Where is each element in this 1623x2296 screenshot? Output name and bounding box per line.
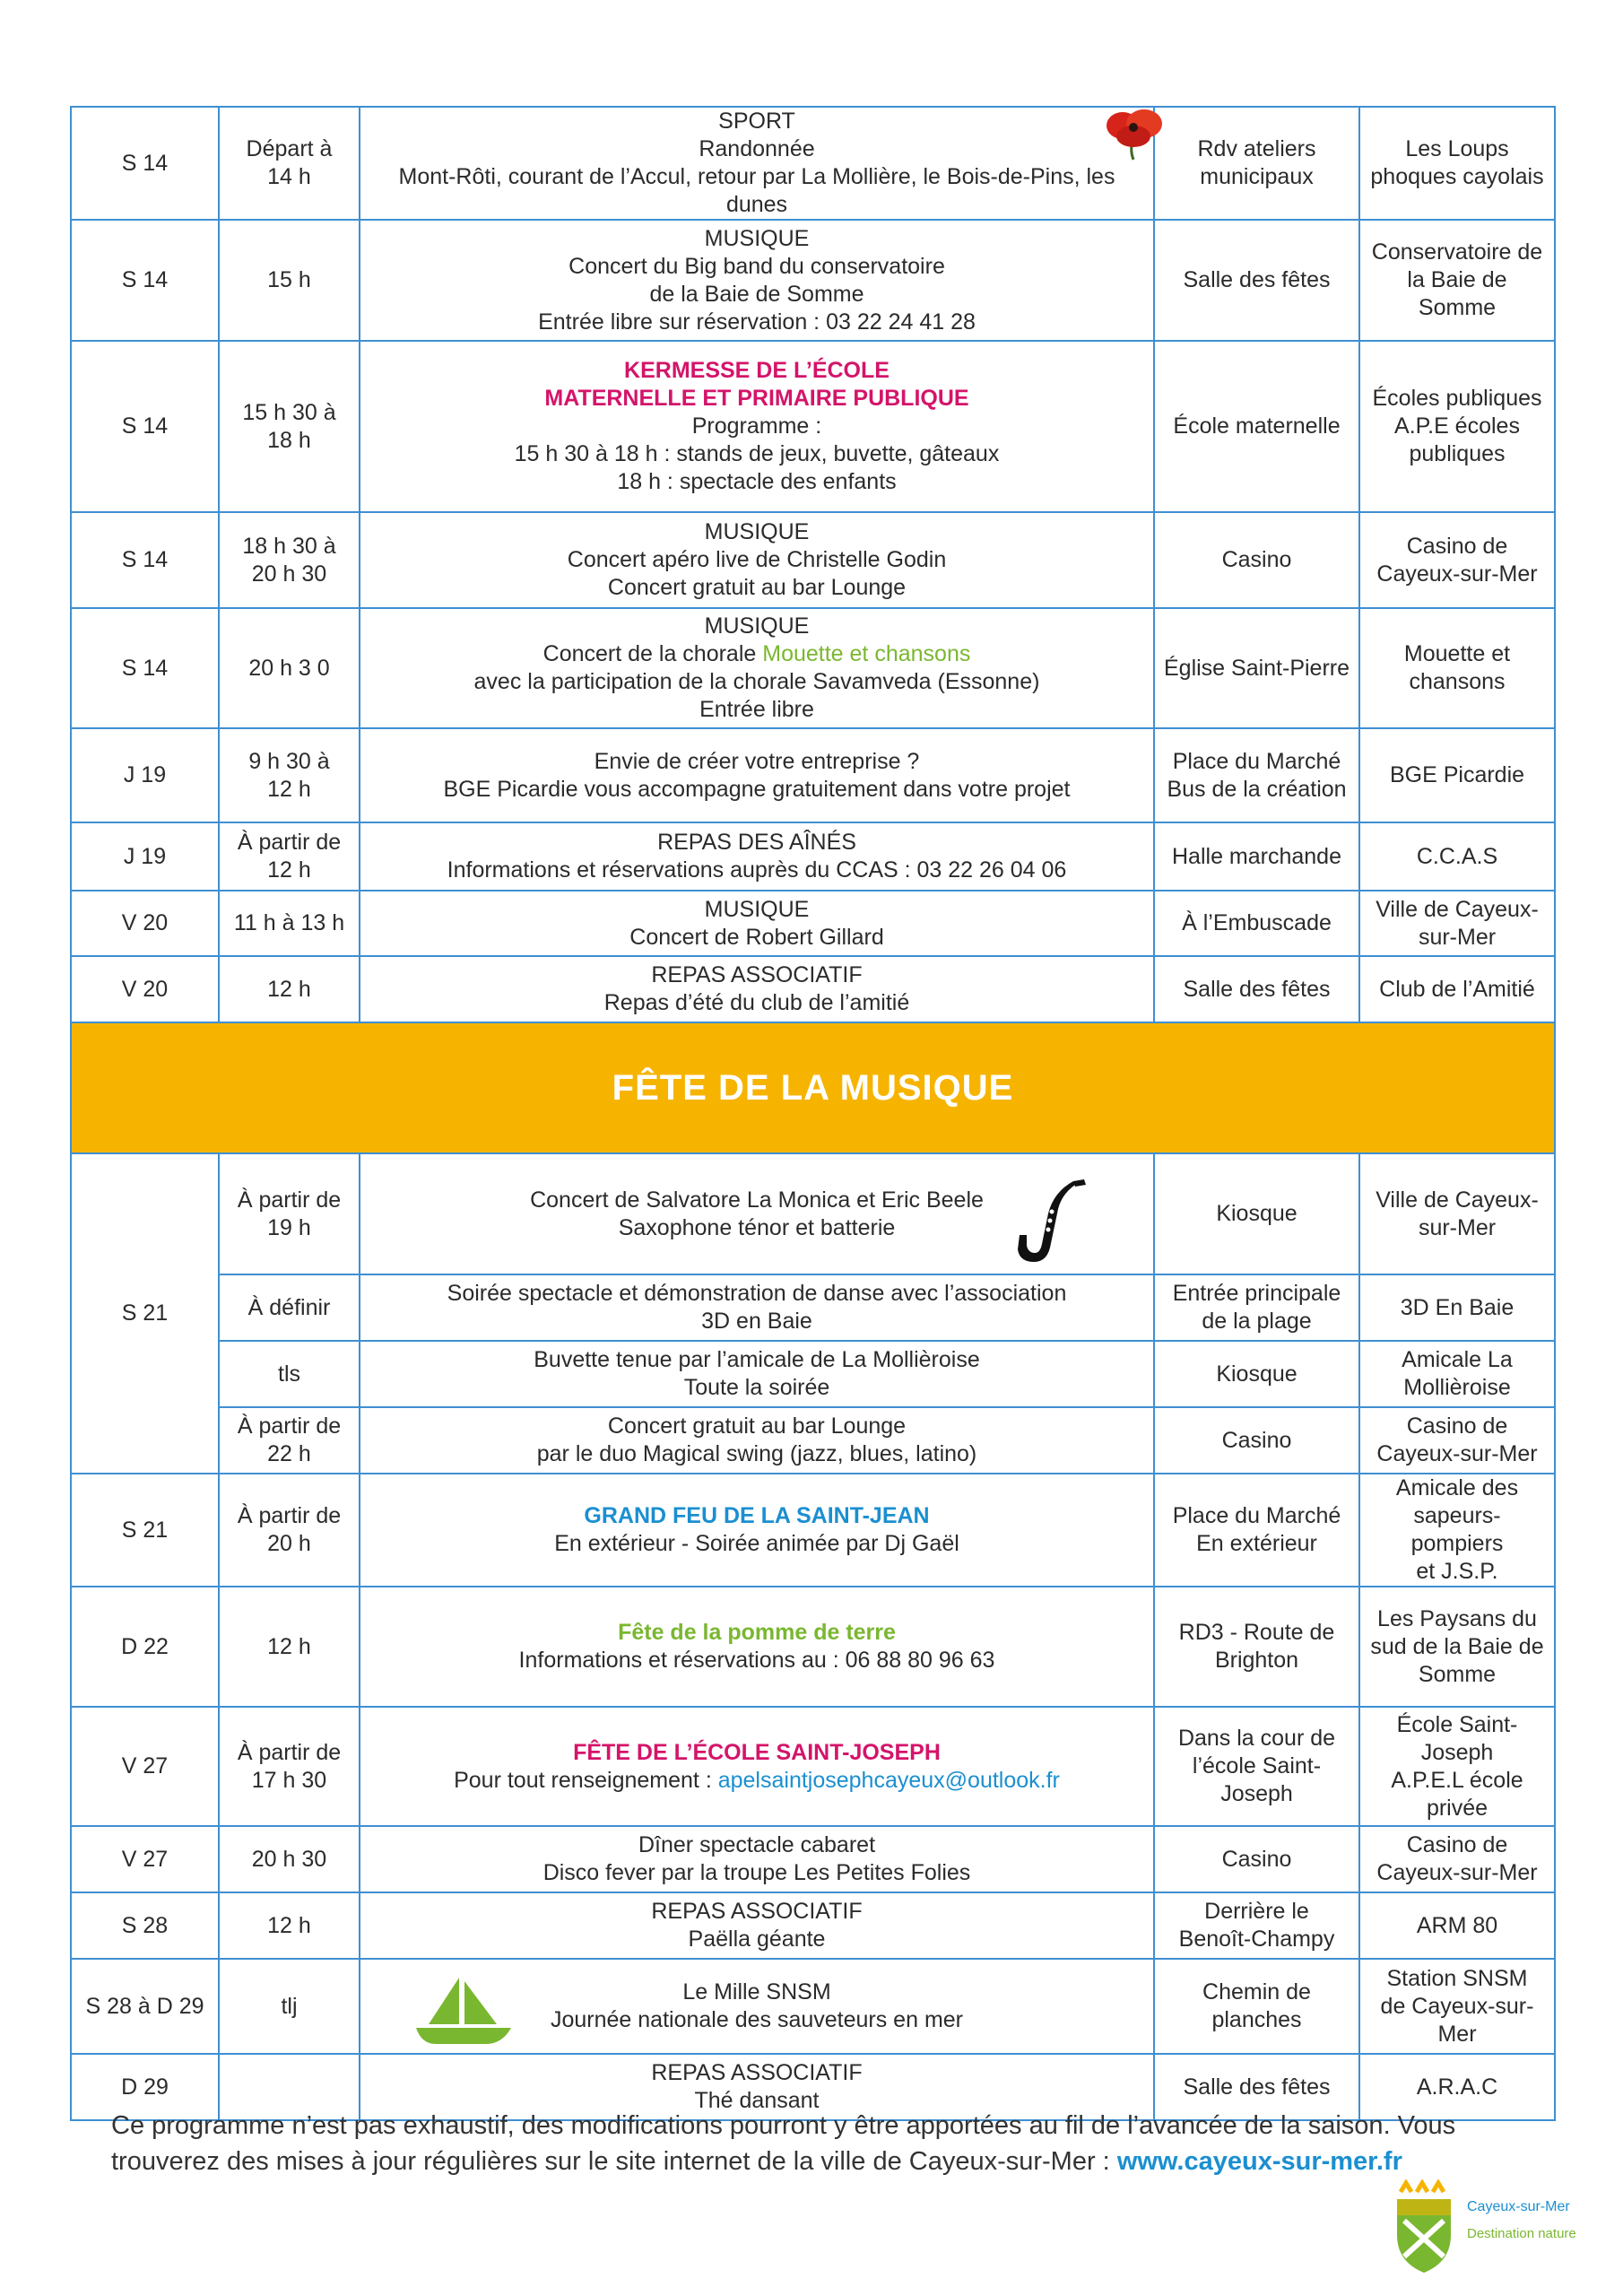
- organizer-cell: École Saint-Joseph A.P.E.L école privée: [1359, 1707, 1555, 1826]
- place-cell: Place du Marché Bus de la création: [1154, 728, 1359, 822]
- organizer-cell: Mouette et chansons: [1359, 608, 1555, 728]
- place-cell: Rdv ateliers municipaux: [1154, 107, 1359, 220]
- time-cell: 12 h: [219, 1587, 360, 1707]
- time-cell: 18 h 30 à 20 h 30: [219, 512, 360, 608]
- organizer-cell: Station SNSM de Cayeux-sur- Mer: [1359, 1959, 1555, 2054]
- day-cell: S 21: [71, 1474, 219, 1587]
- organizer-cell: A.R.A.C: [1359, 2054, 1555, 2120]
- description-cell: KERMESSE DE L’ÉCOLE MATERNELLE ET PRIMAIRE PUBLIQUE Programme : 15 h 30 à 18 h : stands de jeux, buvette, gâteaux 18 h : spectacle des enfants: [360, 341, 1154, 512]
- table-row: [71, 1959, 1555, 2054]
- day-cell: V 20: [71, 891, 219, 956]
- description-cell: Le Mille SNSM Journée nationale des sauveteurs en mer: [360, 1959, 1154, 2054]
- website-link[interactable]: www.cayeux-sur-mer.fr: [1116, 2147, 1402, 2176]
- description-cell: Dîner spectacle cabaret Disco fever par la troupe Les Petites Folies: [360, 1826, 1154, 1892]
- time-cell: Départ à 14 h: [219, 107, 360, 220]
- event-schedule-table: [70, 106, 1556, 2121]
- footer-text: Ce programme n’est pas exhaustif, des modifications pourront y être apportées au fil de l’avancée de la saison. Vous trouverez des mises à jour régulières sur le site internet de la ville de Cayeux-sur-Mer :: [111, 2111, 1456, 2176]
- table-row: [71, 512, 1555, 608]
- place-cell: À l’Embuscade: [1154, 891, 1359, 956]
- place-cell: Entrée principale de la plage: [1154, 1274, 1359, 1341]
- time-cell: À définir: [219, 1274, 360, 1341]
- table-row: [71, 1407, 1555, 1474]
- organizer-cell: Les Paysans du sud de la Baie de Somme: [1359, 1587, 1555, 1707]
- table-row: [71, 728, 1555, 822]
- logo-tagline: Destination nature: [1467, 2226, 1576, 2241]
- table-row: [71, 1707, 1555, 1826]
- day-cell: D 22: [71, 1587, 219, 1707]
- time-cell: 15 h: [219, 220, 360, 341]
- place-cell: Derrière le Benoît-Champy: [1154, 1892, 1359, 1959]
- town-crest-icon: [1392, 2179, 1456, 2274]
- day-cell: V 20: [71, 956, 219, 1022]
- table-row: [71, 956, 1555, 1022]
- poppy-icon: [1103, 106, 1166, 165]
- organizer-cell: Ville de Cayeux- sur-Mer: [1359, 891, 1555, 956]
- table-row: [71, 608, 1555, 728]
- day-cell: S 28 à D 29: [71, 1959, 219, 2054]
- table-row: [71, 1892, 1555, 1959]
- place-cell: Halle marchande: [1154, 822, 1359, 891]
- day-cell: S 28: [71, 1892, 219, 1959]
- saxophone-icon: [1011, 1178, 1091, 1267]
- table-row: [71, 1587, 1555, 1707]
- place-cell: Chemin de planches: [1154, 1959, 1359, 2054]
- logo-town-name: Cayeux-sur-Mer: [1467, 2199, 1570, 2214]
- description-cell: Concert gratuit au bar Lounge par le duo Magical swing (jazz, blues, latino): [360, 1407, 1154, 1474]
- place-cell: Casino: [1154, 512, 1359, 608]
- description-cell: REPAS ASSOCIATIF Thé dansant: [360, 2054, 1154, 2120]
- description-cell: REPAS ASSOCIATIF Paëlla géante: [360, 1892, 1154, 1959]
- description-cell: SPORT Randonnée Mont-Rôti, courant de l’Accul, retour par La Mollière, le Bois-de-Pins, les dunes: [360, 107, 1154, 220]
- section-banner-row: [71, 1022, 1555, 1153]
- day-cell: S 14: [71, 220, 219, 341]
- town-logo: [1392, 2179, 1576, 2278]
- day-cell: D 29: [71, 2054, 219, 2120]
- time-cell: À partir de 12 h: [219, 822, 360, 891]
- organizer-cell: ARM 80: [1359, 1892, 1555, 1959]
- time-cell: 12 h: [219, 956, 360, 1022]
- table-row: [71, 1341, 1555, 1407]
- time-cell: tls: [219, 1341, 360, 1407]
- organizer-cell: Ville de Cayeux- sur-Mer: [1359, 1153, 1555, 1274]
- organizer-cell: BGE Picardie: [1359, 728, 1555, 822]
- place-cell: Salle des fêtes: [1154, 2054, 1359, 2120]
- place-cell: Place du Marché En extérieur: [1154, 1474, 1359, 1587]
- time-cell: tlj: [219, 1959, 360, 2054]
- day-cell: S 14: [71, 608, 219, 728]
- day-cell: J 19: [71, 728, 219, 822]
- description-cell: MUSIQUE Concert de la chorale Mouette et chansons avec la participation de la chorale Savamveda (Essonne) Entrée libre: [360, 608, 1154, 728]
- description-cell: Buvette tenue par l’amicale de La Mollièroise Toute la soirée: [360, 1341, 1154, 1407]
- description-cell: Soirée spectacle et démonstration de danse avec l’association 3D en Baie: [360, 1274, 1154, 1341]
- description-cell: Fête de la pomme de terre Informations et réservations au : 06 88 80 96 63: [360, 1587, 1154, 1707]
- organizer-cell: C.C.A.S: [1359, 822, 1555, 891]
- table-row: [71, 107, 1555, 220]
- organizer-cell: 3D En Baie: [1359, 1274, 1555, 1341]
- email-link[interactable]: apelsaintjosephcayeux@outlook.fr: [717, 1767, 1060, 1793]
- description-cell: MUSIQUE Concert apéro live de Christelle Godin Concert gratuit au bar Lounge: [360, 512, 1154, 608]
- time-cell: À partir de 17 h 30: [219, 1707, 360, 1826]
- place-cell: Salle des fêtes: [1154, 220, 1359, 341]
- fete-de-la-musique-banner: FÊTE DE LA MUSIQUE: [71, 1022, 1555, 1153]
- description-cell: Concert de Salvatore La Monica et Eric Beele Saxophone ténor et batterie: [360, 1153, 1154, 1274]
- organizer-cell: Écoles publiques A.P.E écoles publiques: [1359, 341, 1555, 512]
- sailboat-icon: [414, 1974, 513, 2046]
- day-cell: J 19: [71, 822, 219, 891]
- organizer-cell: Conservatoire de la Baie de Somme: [1359, 220, 1555, 341]
- table-row: [71, 891, 1555, 956]
- place-cell: Kiosque: [1154, 1341, 1359, 1407]
- table-row: [71, 341, 1555, 512]
- description-cell: REPAS ASSOCIATIF Repas d’été du club de l’amitié: [360, 956, 1154, 1022]
- place-cell: RD3 - Route de Brighton: [1154, 1587, 1359, 1707]
- time-cell: 20 h 3 0: [219, 608, 360, 728]
- day-cell: S 14: [71, 107, 219, 220]
- organizer-cell: Amicale La Mollièroise: [1359, 1341, 1555, 1407]
- organizer-cell: Casino de Cayeux-sur-Mer: [1359, 1826, 1555, 1892]
- place-cell: Casino: [1154, 1407, 1359, 1474]
- place-cell: Kiosque: [1154, 1153, 1359, 1274]
- time-cell: À partir de 19 h: [219, 1153, 360, 1274]
- place-cell: Casino: [1154, 1826, 1359, 1892]
- table-row: [71, 822, 1555, 891]
- day-cell: S 14: [71, 341, 219, 512]
- place-cell: Salle des fêtes: [1154, 956, 1359, 1022]
- table-row: [71, 1153, 1555, 1274]
- place-cell: Dans la cour de l’école Saint- Joseph: [1154, 1707, 1359, 1826]
- table-row: [71, 1826, 1555, 1892]
- time-cell: 11 h à 13 h: [219, 891, 360, 956]
- day-cell: S 14: [71, 512, 219, 608]
- description-cell: Envie de créer votre entreprise ? BGE Picardie vous accompagne gratuitement dans votre projet: [360, 728, 1154, 822]
- organizer-cell: Les Loups phoques cayolais: [1359, 107, 1555, 220]
- place-cell: École maternelle: [1154, 341, 1359, 512]
- table-row: [71, 220, 1555, 341]
- time-cell: 9 h 30 à 12 h: [219, 728, 360, 822]
- footer-note: [111, 2108, 1519, 2179]
- organizer-cell: Casino de Cayeux-sur-Mer: [1359, 512, 1555, 608]
- description-cell: MUSIQUE Concert du Big band du conservatoire de la Baie de Somme Entrée libre sur réservation : 03 22 24 41 28: [360, 220, 1154, 341]
- description-cell: REPAS DES AÎNÉS Informations et réservations auprès du CCAS : 03 22 26 04 06: [360, 822, 1154, 891]
- table-row: [71, 1474, 1555, 1587]
- day-cell: V 27: [71, 1707, 219, 1826]
- day-cell: S 21: [71, 1153, 219, 1474]
- description-cell: GRAND FEU DE LA SAINT-JEAN En extérieur - Soirée animée par Dj Gaël: [360, 1474, 1154, 1587]
- table-row: [71, 1274, 1555, 1341]
- time-cell: 20 h 30: [219, 1826, 360, 1892]
- time-cell: À partir de 22 h: [219, 1407, 360, 1474]
- organizer-cell: Amicale des sapeurs-pompiers et J.S.P.: [1359, 1474, 1555, 1587]
- day-cell: V 27: [71, 1826, 219, 1892]
- time-cell: À partir de 20 h: [219, 1474, 360, 1587]
- organizer-cell: Club de l’Amitié: [1359, 956, 1555, 1022]
- place-cell: Église Saint-Pierre: [1154, 608, 1359, 728]
- time-cell: 12 h: [219, 1892, 360, 1959]
- time-cell: 15 h 30 à 18 h: [219, 341, 360, 512]
- description-cell: MUSIQUE Concert de Robert Gillard: [360, 891, 1154, 956]
- organizer-cell: Casino de Cayeux-sur-Mer: [1359, 1407, 1555, 1474]
- description-cell: FÊTE DE L’ÉCOLE SAINT-JOSEPH Pour tout renseignement : apelsaintjosephcayeux@outlook.fr: [360, 1707, 1154, 1826]
